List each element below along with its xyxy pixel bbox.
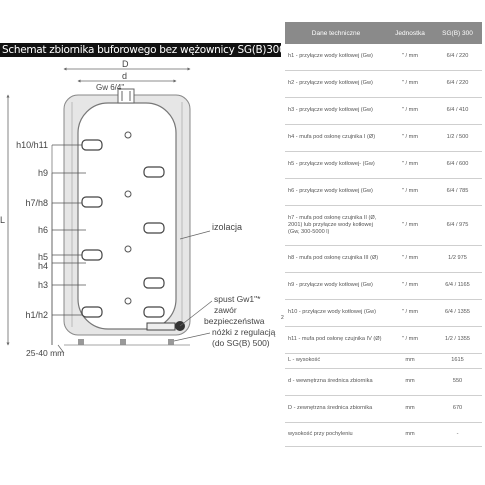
cell-param: h10 - przyłącze wody kotłowej (Gw) xyxy=(285,299,387,326)
cell-value: 6/4 / 975 xyxy=(433,205,482,245)
cell-param: L - wysokość xyxy=(285,353,387,368)
dim-D-label: D xyxy=(122,59,129,69)
table-row xyxy=(285,97,482,124)
spec-header-row xyxy=(285,22,482,44)
cell-param: h6 - przyłącze wody kotłowej (Gw) xyxy=(285,178,387,205)
label-h6: h6 xyxy=(37,225,48,235)
cell-param: h4 - mufa pod osłonę czujnika I (Ø) xyxy=(285,124,387,151)
label-h9: h9 xyxy=(37,168,48,178)
table-row xyxy=(285,124,482,151)
header-unit: Jednostka xyxy=(387,22,433,44)
cell-param: h3 - przyłącze wody kotłowej (Gw) xyxy=(285,97,387,124)
insulation-label: izolacja xyxy=(212,222,243,232)
cell-value: 6/4 / 1355 xyxy=(433,299,482,326)
cell-value: 6/4 / 600 xyxy=(433,151,482,178)
label-h7-h8: h7/h8 xyxy=(25,198,48,208)
drain-label: spust Gw1"* xyxy=(214,294,261,304)
cell-param: D - zewnętrzna średnica zbiornika xyxy=(285,395,387,422)
header-name: Dane techniczne xyxy=(285,22,387,44)
cell-unit: " / mm xyxy=(387,70,433,97)
nozzle-h2 xyxy=(144,307,164,317)
nozzle-h9 xyxy=(144,167,164,177)
table-row xyxy=(285,44,482,70)
label-h3: h3 xyxy=(37,280,48,290)
cell-unit: " / mm xyxy=(387,272,433,299)
cell-value: 1/2 / 1355 xyxy=(433,326,482,353)
cell-value: 6/4 / 785 xyxy=(433,178,482,205)
table-row xyxy=(285,353,482,368)
cell-unit: " / mm xyxy=(387,178,433,205)
nozzle-h6 xyxy=(144,223,164,233)
cell-value: 6/4 / 220 xyxy=(433,44,482,70)
table-row xyxy=(285,422,482,446)
spec-table xyxy=(285,22,482,447)
cell-param: h5 - przyłącze wody kotłowej- (Gw) xyxy=(285,151,387,178)
cell-param: h8 - mufa pod osłonę czujnika III (Ø) xyxy=(285,245,387,272)
label-h5: h5 xyxy=(37,252,48,262)
cell-unit: " / mm xyxy=(387,299,433,326)
nozzle-h7 xyxy=(82,197,102,207)
table-row xyxy=(285,272,482,299)
header-value: SG(B) 300 xyxy=(433,22,482,44)
cell-unit: " / mm xyxy=(387,245,433,272)
table-row xyxy=(285,205,482,245)
cell-value: 6/4 / 410 xyxy=(433,97,482,124)
table-row xyxy=(285,178,482,205)
cell-value: - xyxy=(433,422,482,446)
nozzle-h3 xyxy=(144,278,164,288)
cell-param: h11 - mufa pod osłonę czujnika IV (Ø) xyxy=(285,326,387,353)
table-row xyxy=(285,395,482,422)
table-row xyxy=(285,368,482,395)
cell-unit: " / mm xyxy=(387,151,433,178)
cell-param: h1 - przyłącze wody kotłowej (Gw) xyxy=(285,44,387,70)
cell-unit: " / mm xyxy=(387,326,433,353)
cell-unit: mm xyxy=(387,368,433,395)
cell-unit: " / mm xyxy=(387,124,433,151)
cell-param: d - wewnętrzna średnica zbiornika xyxy=(285,368,387,395)
cell-value: 1/2 / 500 xyxy=(433,124,482,151)
dim-L-label: L xyxy=(0,215,6,225)
cell-unit: mm xyxy=(387,395,433,422)
cell-unit: " / mm xyxy=(387,205,433,245)
table-row xyxy=(285,70,482,97)
table-row xyxy=(285,326,482,353)
dim-d-label: d xyxy=(122,71,128,81)
valve-label-2: bezpieczeństwa xyxy=(204,316,265,326)
cell-value: 670 xyxy=(433,395,482,422)
nozzle-h5 xyxy=(82,250,102,260)
table-row xyxy=(285,245,482,272)
valve-superscript: 2 xyxy=(281,315,284,321)
nozzle-h1 xyxy=(82,307,102,317)
cell-value: 550 xyxy=(433,368,482,395)
cell-value: 1615 xyxy=(433,353,482,368)
feet-height-label: 25-40 mm xyxy=(26,348,65,358)
cell-value: 6/4 / 1165 xyxy=(433,272,482,299)
cell-value: 6/4 / 220 xyxy=(433,70,482,97)
feet-label-1: nóżki z regulacją xyxy=(212,327,276,337)
dim-gw-label: Gw 6/4" xyxy=(96,83,125,92)
cell-param: wysokość przy pochyleniu xyxy=(285,422,387,446)
drain-fitting xyxy=(147,323,175,330)
table-row xyxy=(285,299,482,326)
diagram-title: Schemat zbiornika buforowego bez wężownicy SG(B)300-2000 xyxy=(2,44,315,56)
feet-label-2: (do SG(B) 500) xyxy=(212,338,270,348)
tank-schematic xyxy=(0,57,285,387)
cell-value: 1/2 975 xyxy=(433,245,482,272)
valve-label-1: zawór xyxy=(214,305,237,315)
cell-param: h7 - mufa pod osłonę czujnika II (Ø, 2001) lub przyłącze wody kotłowej (Gw, 300-5000 l) xyxy=(285,205,387,245)
label-h10-h11: h10/h11 xyxy=(16,140,48,150)
table-row xyxy=(285,151,482,178)
cell-unit: " / mm xyxy=(387,44,433,70)
label-h4: h4 xyxy=(37,261,48,271)
cell-unit: " / mm xyxy=(387,97,433,124)
cell-param: h9 - przyłącze wody kotłowej (Gw) xyxy=(285,272,387,299)
cell-unit: mm xyxy=(387,353,433,368)
cell-unit: mm xyxy=(387,422,433,446)
cell-param: h2 - przyłącze wody kotłowej (Gw) xyxy=(285,70,387,97)
label-h1-h2: h1/h2 xyxy=(25,310,48,320)
nozzle-h10 xyxy=(82,140,102,150)
